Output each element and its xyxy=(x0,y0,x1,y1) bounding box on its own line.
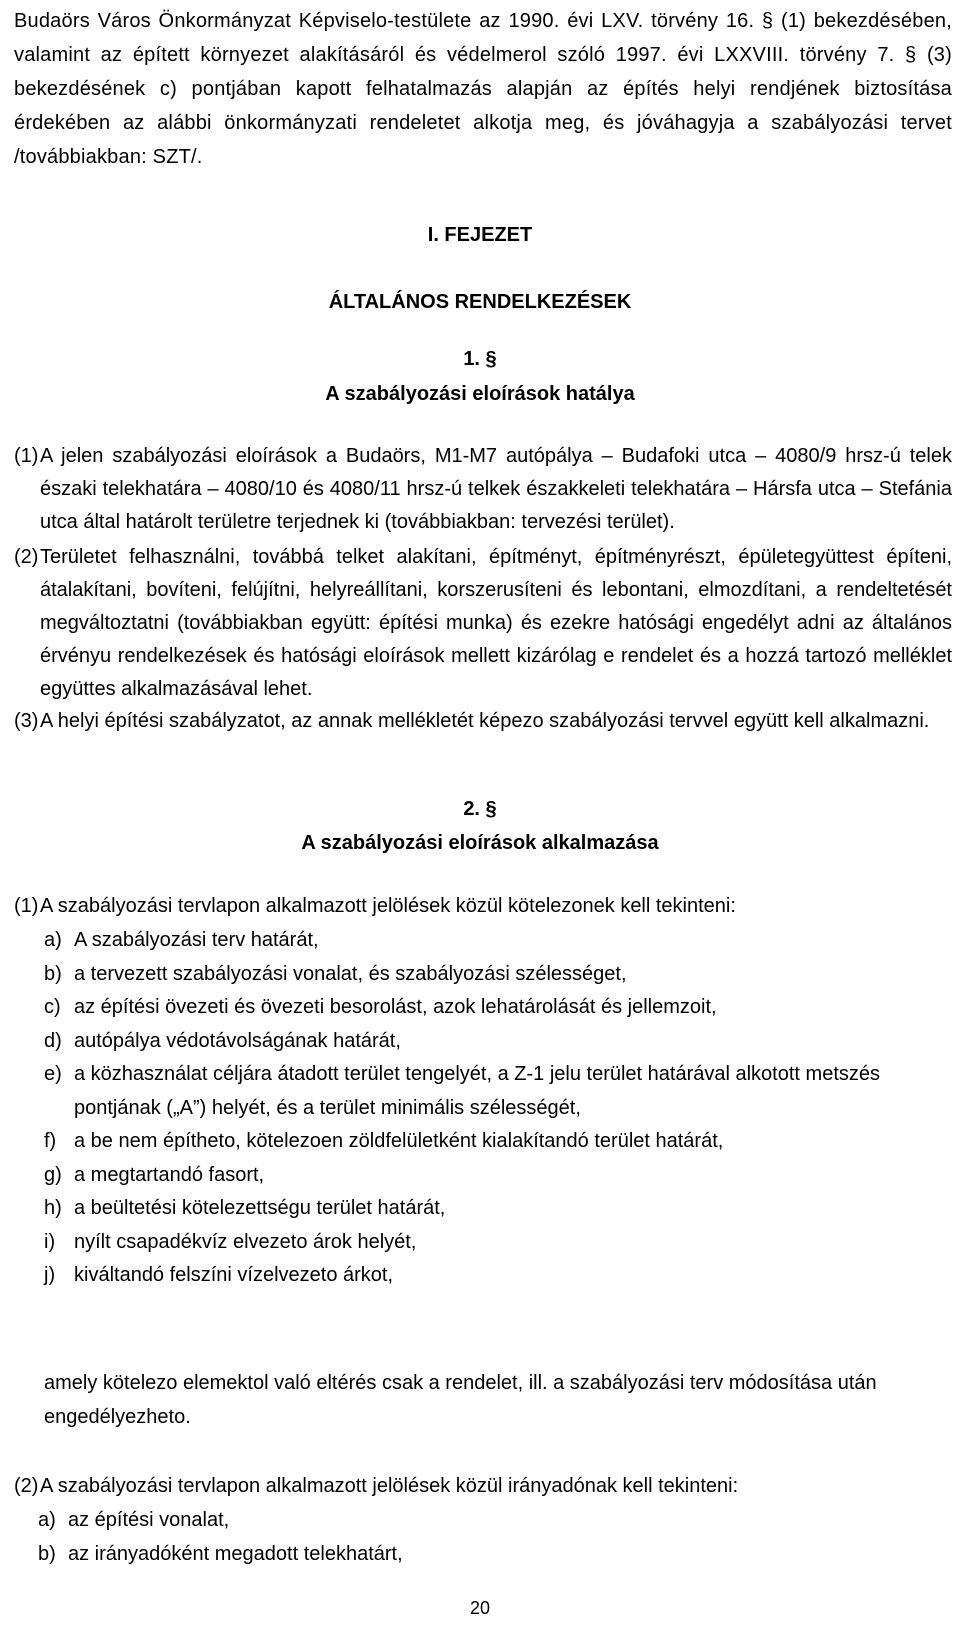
list-item xyxy=(44,958,924,992)
mandatory-elements-closing: amely kötelezo elemektol való eltérés csak a rendelet, ill. a szabályozási terv módosítása után engedélyezheto. xyxy=(44,1372,877,1428)
paragraph-number: (3) xyxy=(14,710,39,732)
list-item-text: autópálya védotávolságának határát, xyxy=(74,1029,401,1052)
list-item-label: a) xyxy=(38,1509,56,1531)
list-item-label: j) xyxy=(44,1264,56,1286)
section-1-number: 1. § xyxy=(463,348,497,370)
list-item-label: b) xyxy=(44,962,62,985)
section-1-paragraph-2 xyxy=(14,541,952,706)
list-item xyxy=(38,1538,918,1572)
list-item xyxy=(44,1259,924,1293)
list-item-label: a) xyxy=(44,929,62,951)
section-2-paragraph-1 xyxy=(14,890,952,923)
mandatory-elements-list xyxy=(44,924,924,1293)
list-item-label: i) xyxy=(44,1230,56,1253)
paragraph-text: Területet felhasználni, továbbá telket alakítani, építményt, építményrészt, épületegyüttest építeni, átalakítani, bovíteni, felújítni, helyreállítani, korszerusíteni és lebontani, elmozdítani, a rendeltetését megváltoztatni (továbbiakban együtt: építési munka) és ezekre hatósági engedélyt adni az általános érvényu rendelkezések és hatósági eloírások mellett kizárólag e rendelet és a hozzá tartozó melléklet együttes alkalmazásával lehet. xyxy=(40,546,952,700)
section-2-paragraph-2 xyxy=(14,1470,952,1503)
list-item-label: b) xyxy=(38,1542,56,1565)
list-item-label: c) xyxy=(44,996,61,1018)
section-1-title: A szabályozási eloírások hatálya xyxy=(325,383,635,405)
paragraph-number: (2) xyxy=(14,1475,39,1497)
list-item-text: a be nem építheto, kötelezoen zöldfelületként kialakítandó terület határát, xyxy=(74,1130,724,1152)
list-item xyxy=(44,1226,924,1260)
list-item-text: kiváltandó felszíni vízelvezeto árkot, xyxy=(74,1264,394,1286)
list-item-text: nyílt csapadékvíz elvezeto árok helyét, xyxy=(74,1230,417,1253)
chapter-subtitle: ÁLTALÁNOS RENDELKEZÉSEK xyxy=(328,291,632,313)
paragraph-text: A jelen szabályozási eloírások a Budaörs, M1-M7 autópálya – Budafoki utca – 4080/9 hrsz-ú telek északi telekhatára – 4080/10 és 4080/11 hrsz-ú telkek északkeleti telekhatára – Hársfa utca – Stefánia utca által határolt területre terjednek ki (továbbiakban: tervezési terület). xyxy=(40,445,952,533)
guiding-elements-list xyxy=(38,1504,918,1571)
list-item xyxy=(44,924,924,958)
paragraph-text: A helyi építési szabályzatot, az annak mellékletét képezo szabályozási tervvel együtt kell alkalmazni. xyxy=(40,710,930,732)
list-item-label: e) xyxy=(44,1063,62,1085)
list-item-text: az építési vonalat, xyxy=(68,1509,230,1531)
list-item-label: d) xyxy=(44,1029,62,1052)
list-item-label: g) xyxy=(44,1163,62,1186)
list-item-text: A szabályozási terv határát, xyxy=(74,929,319,951)
list-item xyxy=(44,991,924,1025)
paragraph-text: A szabályozási tervlapon alkalmazott jelölések közül kötelezonek kell tekinteni: xyxy=(40,895,736,917)
chapter-title: I. FEJEZET xyxy=(427,224,533,246)
list-item-text: a megtartandó fasort, xyxy=(74,1163,265,1186)
paragraph-number: (2) xyxy=(14,546,39,568)
list-item xyxy=(44,1058,924,1125)
section-1-paragraph-3 xyxy=(14,705,952,738)
list-item-text: a beültetési kötelezettségu terület határát, xyxy=(74,1197,446,1219)
list-item-text: az építési övezeti és övezeti besorolást, azok lehatárolását és jellemzoit, xyxy=(74,996,717,1018)
section-1-paragraph-1 xyxy=(14,440,952,539)
paragraph-number: (1) xyxy=(14,895,39,917)
section-2-number: 2. § xyxy=(463,798,497,820)
preamble-paragraph: Budaörs Város Önkormányzat Képviselo-testülete az 1990. évi LXV. törvény 16. § (1) bekezdésében, valamint az épített környezet alakításáról és védelmerol szóló 1997. évi LXXVIII. törvény 7. § (3) bekezdésének c) pontjában kapott felhatalmazás alapján az építés helyi rendjének biztosítása érdekében az alábbi önkormányzati rendeletet alkotja meg, és jóváhagyja a szabályozási tervet /továbbiakban: SZT/. xyxy=(14,10,952,168)
paragraph-number: (1) xyxy=(14,445,39,467)
list-item xyxy=(44,1159,924,1193)
list-item-label: h) xyxy=(44,1197,62,1219)
list-item xyxy=(38,1504,918,1538)
list-item-text: a közhasználat céljára átadott terület tengelyét, a Z-1 jelu terület határával alkotott metszés pontjának („A”) helyét, és a terület minimális szélességét, xyxy=(74,1063,880,1119)
paragraph-text: A szabályozási tervlapon alkalmazott jelölések közül irányadónak kell tekinteni: xyxy=(40,1475,739,1497)
page-number: 20 xyxy=(469,1598,491,1618)
list-item xyxy=(44,1025,924,1059)
list-item-text: a tervezett szabályozási vonalat, és szabályozási szélességet, xyxy=(74,962,627,985)
list-item xyxy=(44,1125,924,1159)
section-2-title: A szabályozási eloírások alkalmazása xyxy=(301,832,659,854)
list-item xyxy=(44,1192,924,1226)
list-item-text: az irányadóként megadott telekhatárt, xyxy=(68,1542,403,1565)
list-item-label: f) xyxy=(44,1130,57,1152)
